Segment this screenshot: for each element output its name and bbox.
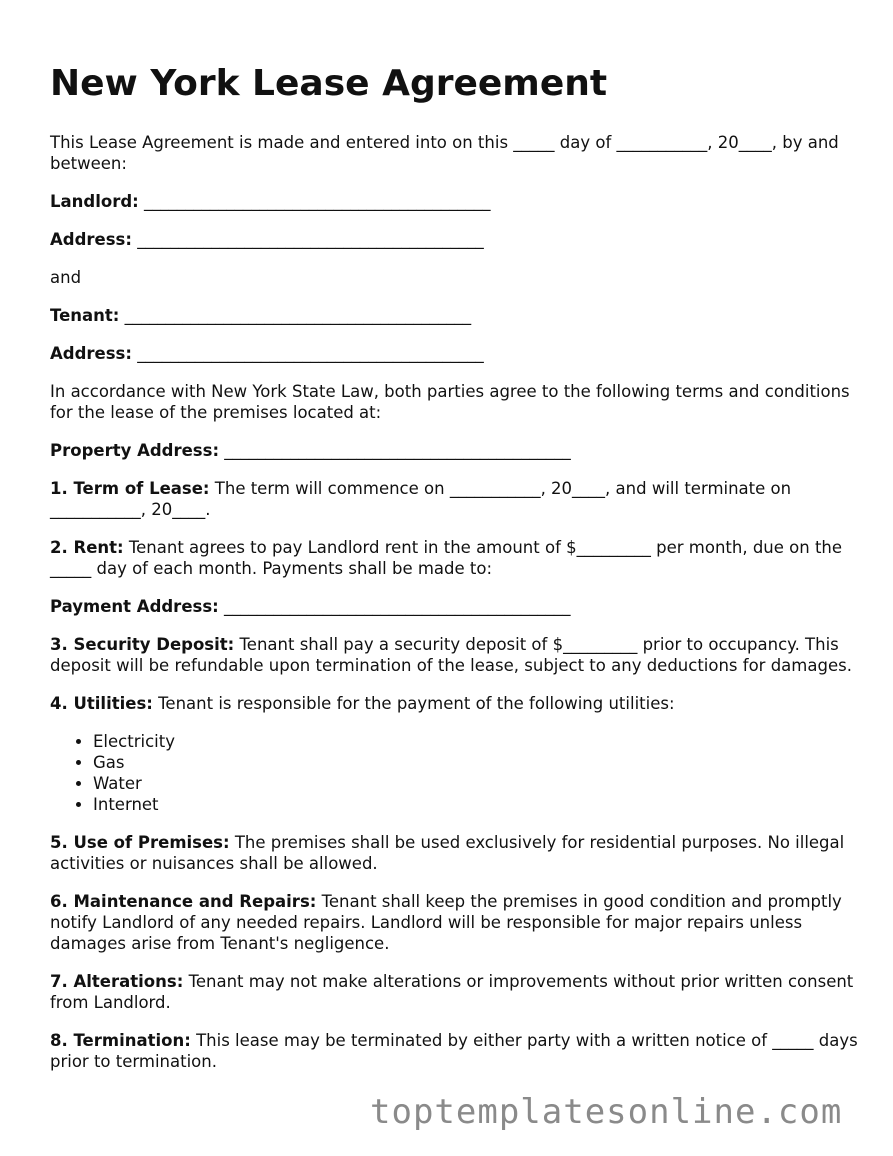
section-heading: 8. Termination: (50, 1031, 191, 1050)
section-text: This lease may be terminated by either party with a written notice of _____ days prior to termination. (50, 1031, 858, 1071)
list-item: • Gas (93, 752, 860, 773)
lease-document (50, 60, 860, 1089)
section-heading: 1. Term of Lease: (50, 479, 210, 498)
section-heading: 3. Security Deposit: (50, 635, 235, 654)
landlord-blank: __________________________________________ (138, 192, 491, 211)
property-address-label: Property Address: (50, 441, 220, 460)
accordance-paragraph: In accordance with New York State Law, both parties agree to the following terms and conditions for the lease of the premises located at: (50, 382, 850, 422)
list-item: • Electricity (93, 731, 860, 752)
intro-paragraph: This Lease Agreement is made and entered into on this _____ day of ___________, 20____, by and between: (50, 133, 839, 173)
section-text: Tenant agrees to pay Landlord rent in the amount of $_________ per month, due on the _____ day of each month. Payments shall be made to: (50, 538, 843, 578)
section-term (50, 478, 860, 520)
list-item: • Water (93, 773, 860, 794)
section-maintenance (50, 891, 860, 954)
tenant-address-blank: __________________________________________ (131, 344, 484, 363)
property-address-line (50, 440, 860, 461)
property-address-blank: __________________________________________ (219, 441, 571, 460)
section-text: __________________________________________ (218, 597, 571, 616)
section-heading: Payment Address: (50, 597, 219, 616)
section-text: The premises shall be used exclusively for residential purposes. No illegal activities or nuisances shall be allowed. (50, 833, 845, 873)
section-heading: 2. Rent: (50, 538, 124, 557)
section-termination (50, 1030, 860, 1072)
document-title: New York Lease Agreement (50, 63, 608, 104)
tenant-label: Tenant: (50, 306, 120, 325)
section-use-of-premises (50, 832, 860, 874)
and-text: and (50, 268, 82, 287)
tenant-blank: __________________________________________ (119, 306, 472, 325)
landlord-address-label: Address: (50, 230, 132, 249)
payment-address-line (50, 596, 860, 617)
section-alterations (50, 971, 860, 1013)
list-item: • Internet (93, 794, 860, 815)
section-text: Tenant may not make alterations or improvements without prior written consent from Landlord. (50, 972, 854, 1012)
section-heading: 7. Alterations: (50, 972, 184, 991)
section-text: The term will commence on ___________, 20____, and will terminate on ___________, 20____. (50, 479, 792, 519)
landlord-line (50, 191, 860, 212)
watermark: toptemplatesonline.com (370, 1092, 843, 1132)
section-utilities (50, 693, 860, 714)
section-rent (50, 537, 860, 579)
section-heading: 4. Utilities: (50, 694, 153, 713)
landlord-label: Landlord: (50, 192, 139, 211)
section-text: Tenant shall keep the premises in good condition and promptly notify Landlord of any needed repairs. Landlord will be responsible for major repairs unless damages arise from Tenant's negligence. (50, 892, 842, 953)
section-text: Tenant is responsible for the payment of the following utilities: (152, 694, 675, 713)
landlord-address-blank: __________________________________________ (131, 230, 484, 249)
section-text: Tenant shall pay a security deposit of $_________ prior to occupancy. This deposit will be refundable upon termination of the lease, subject to any deductions for damages. (50, 635, 852, 675)
tenant-address-label: Address: (50, 344, 132, 363)
section-heading: 5. Use of Premises: (50, 833, 230, 852)
tenant-address-line (50, 343, 860, 364)
tenant-line (50, 305, 860, 326)
section-security-deposit (50, 634, 860, 676)
utilities-list (50, 731, 860, 815)
landlord-address-line (50, 229, 860, 250)
section-heading: 6. Maintenance and Repairs: (50, 892, 317, 911)
